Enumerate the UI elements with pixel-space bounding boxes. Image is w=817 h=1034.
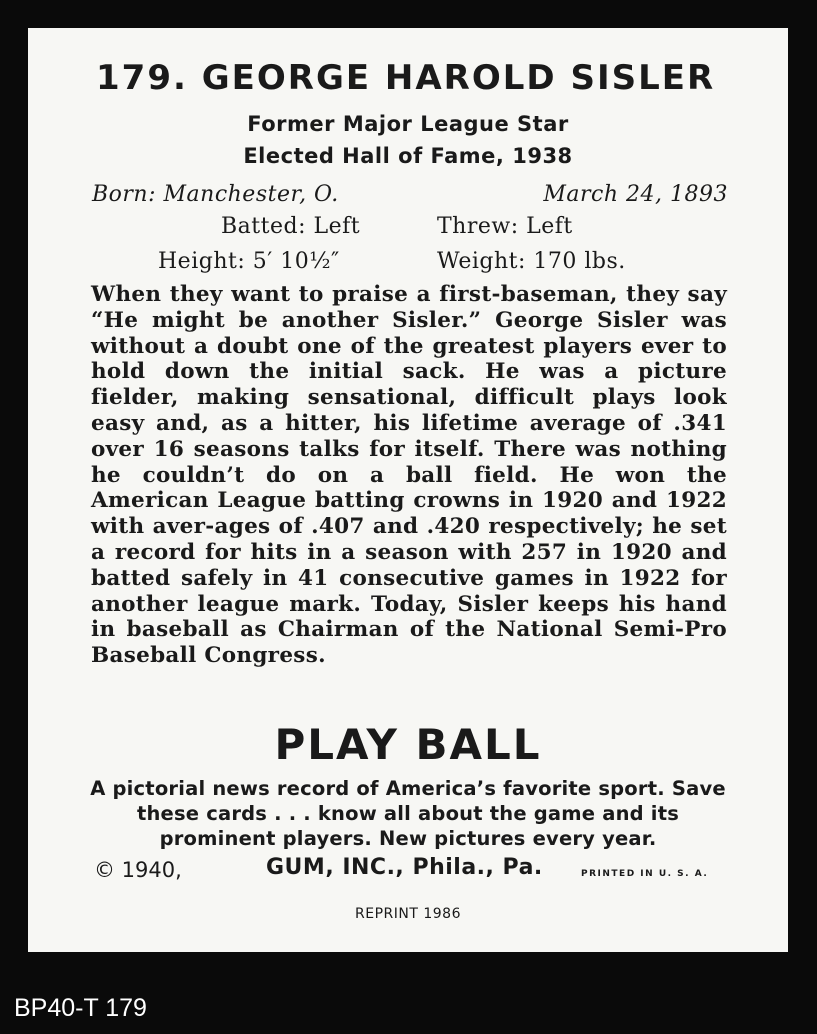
threw-stat: Threw: Left (437, 214, 573, 239)
promo-text: A pictorial news record of America’s favorite sport. Save these cards . . . know all about the game and its prominent players. New pictures every year. (90, 777, 726, 850)
subtitle-former-star: Former Major League Star (247, 112, 569, 136)
birth-date: March 24, 1893 (543, 182, 728, 207)
height-stat: Height: 5′ 10½″ (158, 249, 340, 274)
reprint-note: REPRINT 1986 (355, 906, 461, 922)
copyright-notice: © 1940, (94, 858, 182, 882)
play-ball-heading: PLAY BALL (274, 720, 542, 769)
card-back (28, 28, 788, 952)
listing-code: BP40-T 179 (14, 994, 147, 1022)
batted-stat: Batted: Left (221, 214, 361, 239)
printed-in-usa: PRINTED IN U. S. A. (581, 869, 709, 879)
birthplace: Born: Manchester, O. (92, 182, 339, 207)
weight-stat: Weight: 170 lbs. (437, 249, 626, 274)
biography-text: When they want to praise a first-baseman, they say “He might be another Sisler.” George Sisler was without a doubt one of the greatest players ever to hold down the initial sack. He was a picture fielder, making sensational, difficult plays look easy and, as a hitter, his lifetime average of .341 over 16 seasons talks for itself. There was nothing he couldn’t do on a ball field. He won the American League batting crowns in 1920 and 1922 with aver-ages of .407 and .420 respectively; he set a record for hits in a season with 257 in 1920 and batted safely in 41 consecutive games in 1922 for another league mark. Today, Sisler keeps his hand in baseball as Chairman of the National Semi-Pro Baseball Congress. (91, 282, 727, 669)
publisher-name: GUM, INC., Phila., Pa. (266, 855, 543, 880)
subtitle-hall-of-fame: Elected Hall of Fame, 1938 (243, 144, 573, 168)
card-title: 179. GEORGE HAROLD SISLER (96, 58, 716, 98)
